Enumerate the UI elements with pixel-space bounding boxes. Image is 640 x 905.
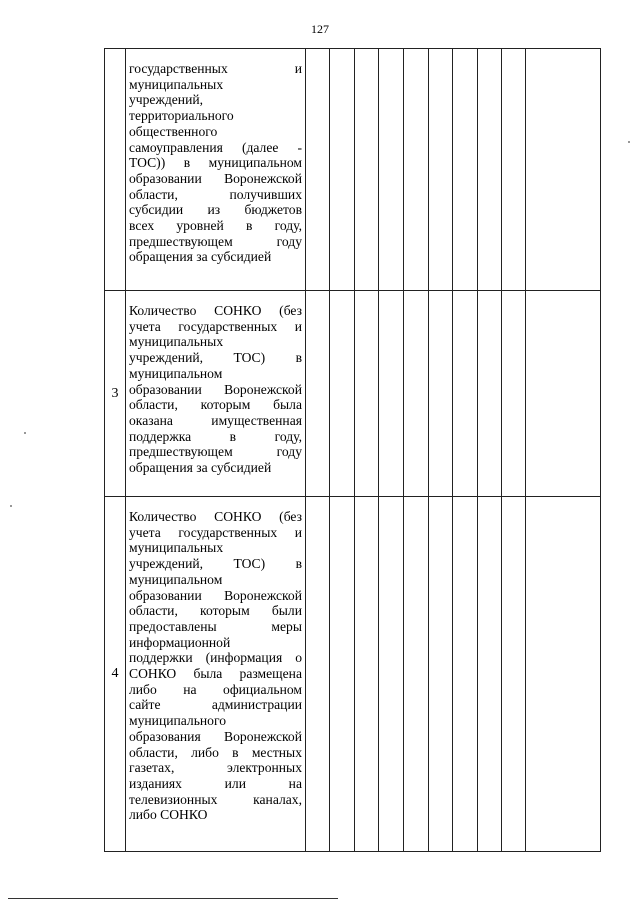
description-line: учреждений,: [129, 92, 204, 108]
value-cell: [429, 49, 453, 291]
description-line: муниципальных: [129, 76, 224, 92]
description-line: области, которым были: [129, 603, 302, 619]
description-line: области, получивших: [129, 186, 302, 202]
value-cell: [306, 291, 330, 497]
table-row: [105, 497, 601, 852]
description-line: субсидии из бюджетов: [129, 202, 302, 218]
table-body: [105, 49, 601, 852]
description-line: обращения за субсидией: [129, 460, 272, 476]
description-line: области, которым была: [129, 397, 302, 413]
value-cell: [453, 291, 478, 497]
row-number: 3: [105, 291, 126, 497]
description-line: поддержки (информация о: [129, 650, 302, 666]
value-cell: [330, 291, 355, 497]
value-cell: [526, 49, 601, 291]
table-row: [105, 49, 601, 291]
description-line: муниципальном: [129, 365, 223, 381]
row-number: [105, 49, 126, 291]
value-cell: [404, 497, 429, 852]
description-line: обращения за субсидией: [129, 249, 272, 265]
description-line: учреждений, ТОС) в: [129, 556, 302, 572]
value-cell: [526, 291, 601, 497]
description-line: муниципальных: [129, 334, 224, 350]
description-line: телевизионных каналах,: [129, 791, 302, 807]
description-line: государственных и: [129, 61, 302, 76]
description-line: сайте администрации: [129, 697, 302, 713]
value-cell: [379, 291, 404, 497]
value-cell: [330, 497, 355, 852]
description-line: предшествующем году: [129, 444, 302, 460]
value-cell: [502, 291, 526, 497]
description-line: либо на официальном: [129, 681, 302, 697]
description-line: ТОС)) в муниципальном: [129, 155, 302, 171]
description-line: учета государственных и: [129, 524, 302, 540]
value-cell: [404, 49, 429, 291]
value-cell: [355, 291, 379, 497]
indicator-description: [126, 291, 306, 497]
value-cell: [379, 497, 404, 852]
description-line: учреждений, ТОС) в: [129, 350, 302, 366]
value-cell: [478, 497, 502, 852]
table-row: [105, 291, 601, 497]
scan-speck: [628, 141, 630, 143]
description-line: самоуправления (далее -: [129, 139, 302, 155]
description-line: общественного: [129, 123, 218, 139]
description-line: Количество СОНКО (без: [129, 303, 302, 318]
description-line: территориального: [129, 108, 234, 124]
value-cell: [502, 497, 526, 852]
value-cell: [306, 497, 330, 852]
description-line: муниципального: [129, 713, 227, 729]
value-cell: [429, 291, 453, 497]
indicator-table: [104, 48, 601, 852]
indicator-description: [126, 497, 306, 852]
footer-rule: [8, 898, 338, 899]
description-line: учета государственных и: [129, 318, 302, 334]
description-line: либо СОНКО: [129, 807, 208, 823]
description-line: образования Воронежской: [129, 728, 302, 744]
description-line: Количество СОНКО (без: [129, 509, 302, 524]
row-number: 4: [105, 497, 126, 852]
value-cell: [526, 497, 601, 852]
value-cell: [355, 49, 379, 291]
description-line: муниципальном: [129, 571, 223, 587]
indicator-description: [126, 49, 306, 291]
value-cell: [404, 291, 429, 497]
scan-speck: [10, 505, 12, 507]
description-line: образовании Воронежской: [129, 587, 302, 603]
description-line: образовании Воронежской: [129, 381, 302, 397]
value-cell: [306, 49, 330, 291]
description-line: всех уровней в году,: [129, 218, 302, 234]
scan-speck: [24, 432, 26, 434]
value-cell: [330, 49, 355, 291]
description-line: предшествующем году: [129, 233, 302, 249]
description-line: СОНКО была размещена: [129, 666, 302, 682]
value-cell: [478, 49, 502, 291]
value-cell: [429, 497, 453, 852]
description-line: области, либо в местных: [129, 744, 302, 760]
description-line: оказана имущественная: [129, 412, 302, 428]
value-cell: [453, 49, 478, 291]
value-cell: [478, 291, 502, 497]
description-line: муниципальных: [129, 540, 224, 556]
value-cell: [355, 497, 379, 852]
page-number: 127: [311, 22, 329, 36]
description-line: изданиях или на: [129, 775, 302, 791]
description-line: информационной: [129, 634, 231, 650]
description-line: предоставлены меры: [129, 618, 302, 634]
description-line: образовании Воронежской: [129, 170, 302, 186]
value-cell: [453, 497, 478, 852]
value-cell: [502, 49, 526, 291]
value-cell: [379, 49, 404, 291]
description-line: поддержка в году,: [129, 428, 302, 444]
description-line: газетах, электронных: [129, 760, 302, 776]
